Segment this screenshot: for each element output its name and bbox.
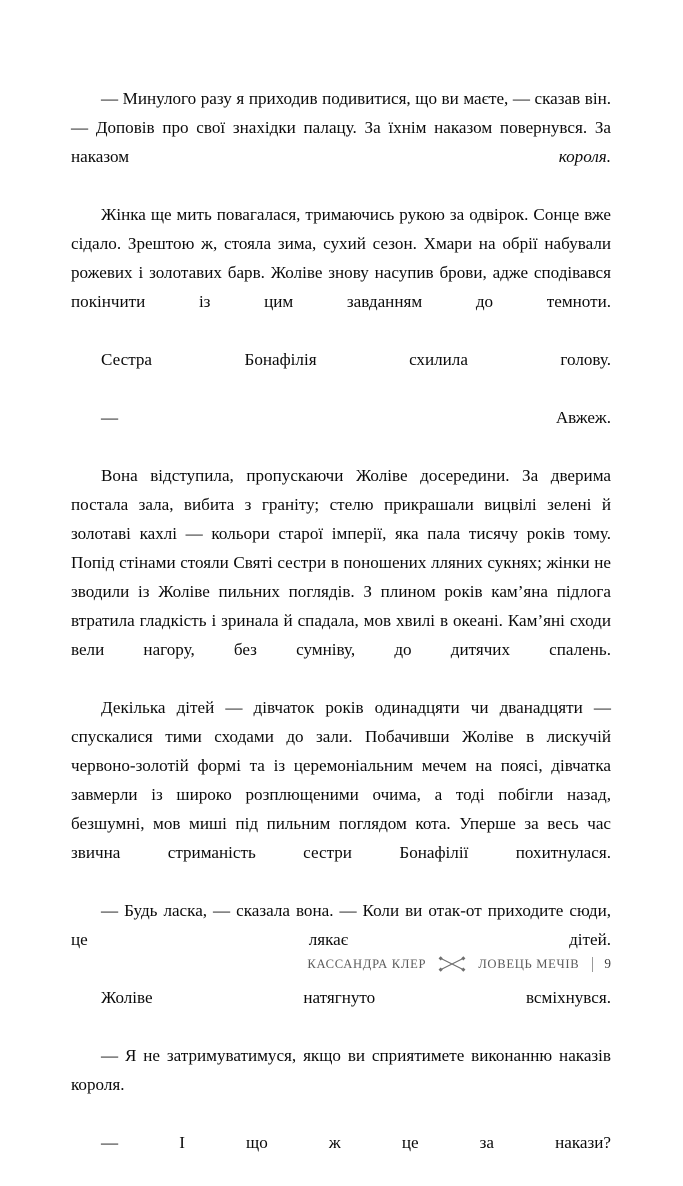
paragraph-italic-text: короля. bbox=[558, 147, 611, 166]
page-footer bbox=[71, 950, 611, 978]
footer-author-name: КАССАНДРА КЛЕР bbox=[307, 956, 427, 971]
paragraph: Жоліве натягнуто всміхнувся. bbox=[101, 988, 611, 1007]
paragraph: Сестра Бонафілія схилила голову. bbox=[101, 350, 611, 369]
footer-divider bbox=[592, 957, 593, 972]
paragraph: — Я не затримуватимуся, якщо ви сприятимете виконанню наказів короля. bbox=[71, 1046, 611, 1094]
page-number: 9 bbox=[604, 956, 611, 971]
paragraph: — Авжеж. bbox=[101, 408, 611, 427]
paragraph: Жінка ще мить повагалася, тримаючись рукою за одвірок. Сонце вже сідало. Зрештою ж, стояла зима, сухий сезон. Хмари на обрії набували рожевих і золотавих барв. Жоліве знову насупив брови, адже сподівався покінчити із цим завданням до темноти. bbox=[71, 205, 611, 311]
paragraph bbox=[71, 84, 611, 200]
paragraph-text: — Минулого разу я приходив подивитися, що ви маєте, — сказав він. — Доповів про свої знахідки палацу. За їхнім наказом повернувся. За наказом bbox=[71, 89, 611, 166]
page-text-block bbox=[71, 84, 611, 1186]
paragraph: — Будь ласка, — сказала вона. — Коли ви отак-от приходите сюди, це лякає дітей. bbox=[71, 901, 611, 949]
paragraph: Вона відступила, пропускаючи Жоліве досередини. За дверима постала зала, вибита з граніту; стелю прикрашали вицвілі зелені й золотаві кахлі — кольори старої імперії, яка пала тисячу років тому. Попід стінами стояли Святі сестри в поношених лляних сукнях; жінки не зводили із Жоліве пильних поглядів. З плином років кам’яна підлога втратила гладкість і зринала й спадала, мов хвилі в океані. Кам’яні сходи вели нагору, без сумніву, до дитячих спалень. bbox=[71, 466, 611, 659]
paragraph: — І що ж це за накази? bbox=[101, 1133, 611, 1152]
crossed-swords-icon bbox=[437, 956, 467, 972]
footer-book-title: ЛОВЕЦЬ МЕЧІВ bbox=[478, 956, 580, 971]
paragraph: Декілька дітей — дівчаток років одинадцяти чи дванадцяти — спускалися тими сходами до зали. Побачивши Жоліве в лискучій червоно-золотій формі та із церемоніальним мечем на поясі, дівчатка завмерли із широко розплющеними очима, а тоді побігли назад, безшумні, мов миші під пильним поглядом кота. Уперше за весь час звична стриманість сестри Бонафілії похитнулася. bbox=[71, 698, 611, 862]
